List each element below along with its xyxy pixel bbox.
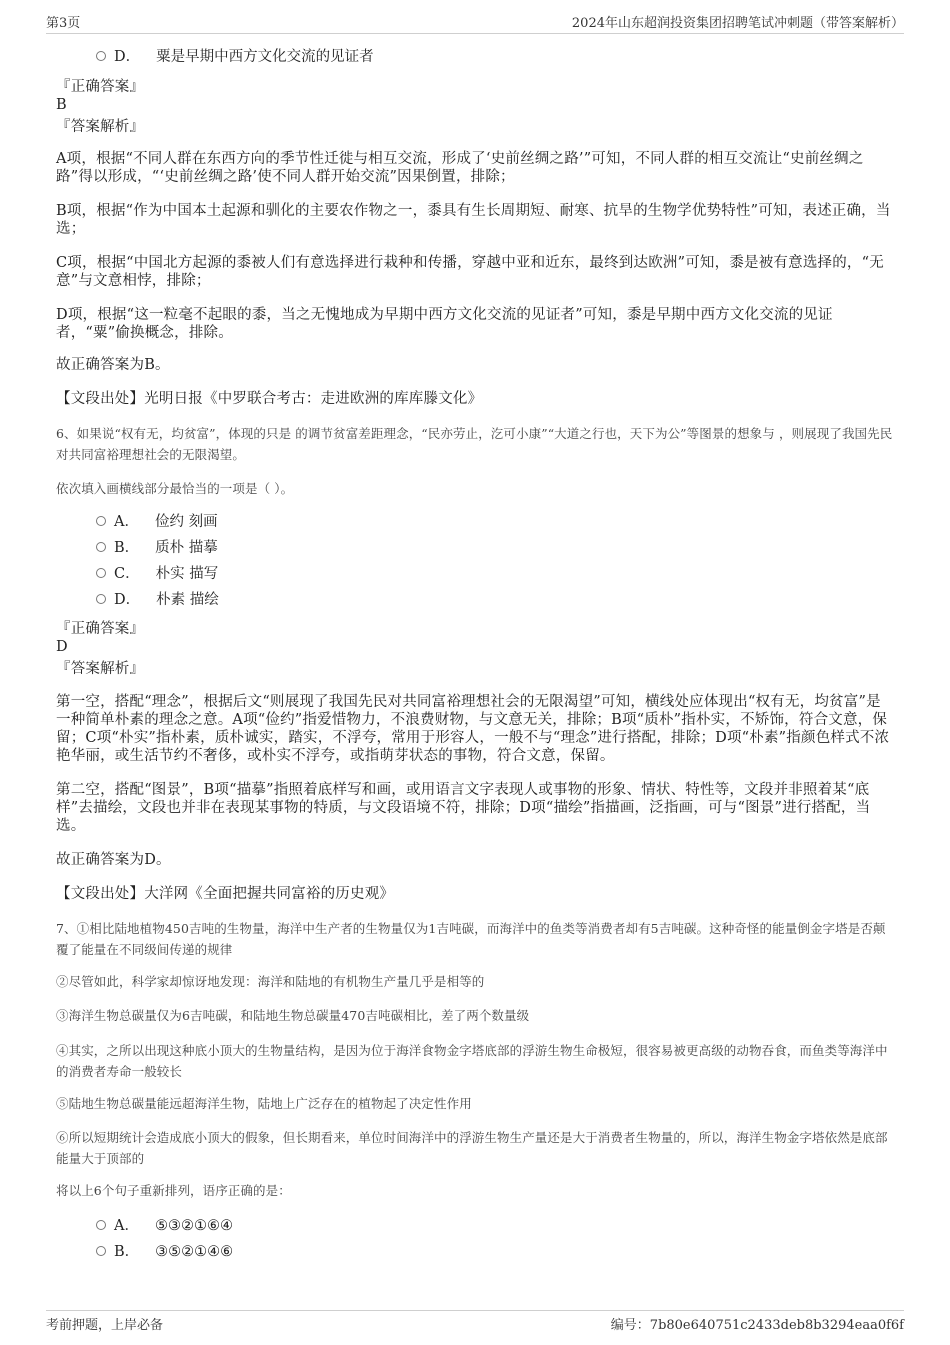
q7-sentence-3: ③海洋生物总碳量仅为6吉吨碳，和陆地生物总碳量470吉吨碳相比，差了两个数量级 [56,1008,530,1023]
footer-serial: 编号：7b80e640751c2433deb8b3294eaa0f6f [610,1318,904,1333]
footer-slogan: 考前押题，上岸必备 [46,1318,164,1333]
q5-conclusion: 故正确答案为B。 [56,357,170,373]
q5-analysis-b: B项，根据“作为中国本土起源和驯化的主要农作物之一，黍具有生长周期短、耐寒、抗旱的生物学优势特性”可知，表述正确，当选； [56,203,891,237]
radio-icon[interactable] [96,51,106,61]
q5-answer: B [56,97,67,113]
page-header [46,12,904,32]
q5-source: 【文段出处】光明日报《中罗联合考古：走进欧洲的库库滕文化》 [56,391,483,407]
q6-analysis-label: 『答案解析』 [56,661,145,677]
q6-answer-label: 『正确答案』 [56,621,145,637]
q6-instruction: 依次填入画横线部分最恰当的一项是（ ）。 [56,481,294,496]
q7-sentence-4: ④其实，之所以出现这种底小顶大的生物量结构，是因为位于海洋食物金字塔底部的浮游生物生命极短，很容易被更高级的动物吞食，而鱼类等海洋中的消费者寿命一般较长 [56,1043,888,1079]
header-divider [46,33,904,34]
q7-sentence-1: 7、①相比陆地植物450吉吨的生物量，海洋中生产者的生物量仅为1吉吨碳，而海洋中的鱼类等消费者却有5吉吨碳。这种奇怪的能量倒金字塔是否颠覆了能量在不同级间传递的规律 [56,921,886,957]
radio-icon[interactable] [96,516,106,526]
q5-answer-label: 『正确答案』 [56,79,145,95]
q5-analysis-c: C项，根据“中国北方起源的黍被人们有意选择进行栽种和传播，穿越中亚和近东，最终到达欧洲”可知，黍是被有意选择的，“无意”与文意相悖，排除； [56,255,884,289]
q6-option-d[interactable]: D． 朴素 描绘 [96,590,219,610]
q7-option-b[interactable]: B． ③⑤②①④⑥ [96,1242,233,1262]
radio-icon[interactable] [96,594,106,604]
q5-analysis-a: A项，根据“不同人群在东西方向的季节性迁徙与相互交流，形成了‘史前丝绸之路’”可知，不同人群的相互交流让“史前丝绸之路”得以形成，“‘史前丝绸之路’使不同人群开始交流”因果倒置，排除； [56,151,864,185]
q7-instruction: 将以上6个句子重新排列，语序正确的是： [56,1183,291,1198]
q6-conclusion: 故正确答案为D。 [56,852,171,868]
q6-option-c[interactable]: C． 朴实 描写 [96,564,218,584]
q6-stem: 6、如果说“权有无，均贫富”，体现的只是 的调节贫富差距理念，“民亦劳止，汔可小康”“大道之行也，天下为公”等图景的想象与 ，则展现了我国先民对共同富裕理想社会的无限渴望。 [56,426,893,462]
radio-icon[interactable] [96,1246,106,1256]
q6-answer: D [56,639,68,655]
page-number: 第3页 [46,16,81,31]
q7-sentence-6: ⑥所以短期统计会造成底小顶大的假象，但长期看来，单位时间海洋中的浮游生物生产量还是大于消费者生物量的，所以，海洋生物金字塔依然是底部能量大于顶部的 [56,1130,888,1166]
q6-option-a[interactable]: A． 俭约 刻画 [96,512,218,532]
q5-analysis-d: D项，根据“这一粒毫不起眼的黍，当之无愧地成为早期中西方文化交流的见证者”可知，黍是早期中西方文化交流的见证者，“粟”偷换概念，排除。 [56,307,833,341]
footer-divider [46,1310,904,1311]
document-title: 2024年山东超润投资集团招聘笔试冲刺题（带答案解析） [571,16,904,31]
q7-sentence-2: ②尽管如此，科学家却惊讶地发现：海洋和陆地的有机物生产量几乎是相等的 [56,974,485,989]
radio-icon[interactable] [96,568,106,578]
q5-analysis-label: 『答案解析』 [56,119,145,135]
q6-analysis-first-blank: 第一空，搭配“理念”，根据后文“则展现了我国先民对共同富裕理想社会的无限渴望”可知，横线处应体现出“权有无，均贫富”是一种简单朴素的理念之意。A项“俭约”指爱惜物力，不浪费财物，与文意无关，排除；B项“质朴”指朴实，不矫饰，符合文意，保留；C项“朴实”指朴素，质朴诚实，踏实，不浮夸，常用于形容人，一般不与“理念”进行搭配，排除；D项“朴素”指颜色样式不浓艳华丽，或生活节约不奢侈，或朴实不浮夸，或指萌芽状态的事物，符合文意，保留。 [56,694,890,764]
q5-option-d[interactable]: D． 粟是早期中西方文化交流的见证者 [96,47,374,67]
q6-analysis-second-blank: 第二空，搭配“图景”，B项“描摹”指照着底样写和画，或用语言文字表现人或事物的形象、情状、特性等，文段并非照着某“底样”去描绘，文段也并非在表现某事物的特质，与文段语境不符，排除；D项“描绘”指描画，泛指画，可与“图景”进行搭配，当选。 [56,782,871,834]
q6-source: 【文段出处】大洋网《全面把握共同富裕的历史观》 [56,886,395,902]
q7-sentence-5: ⑤陆地生物总碳量能远超海洋生物，陆地上广泛存在的植物起了决定性作用 [56,1096,472,1111]
radio-icon[interactable] [96,542,106,552]
radio-icon[interactable] [96,1220,106,1230]
q7-option-a[interactable]: A． ⑤③②①⑥④ [96,1216,233,1236]
q6-option-b[interactable]: B． 质朴 描摹 [96,538,218,558]
